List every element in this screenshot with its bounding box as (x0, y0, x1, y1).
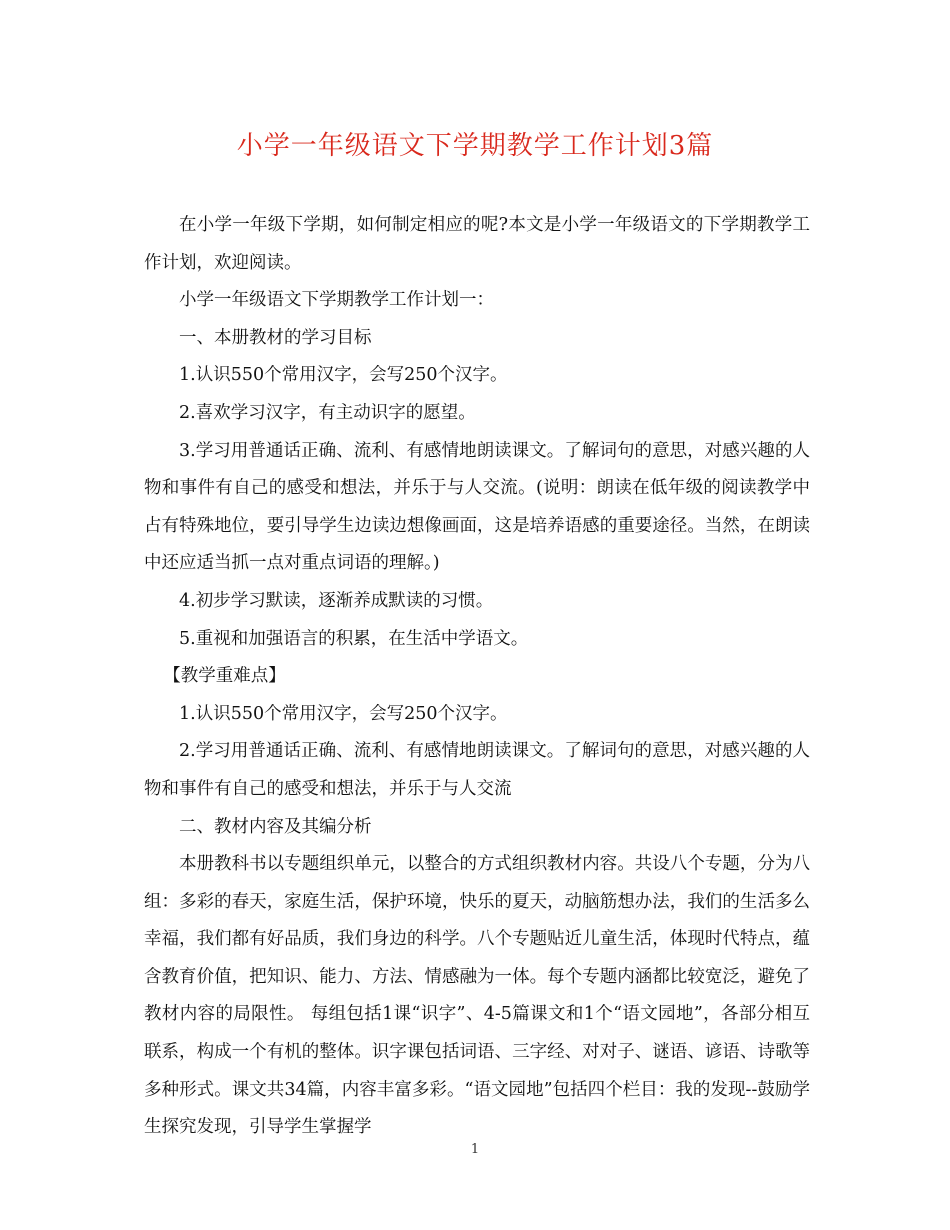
list-item-goal-5: 5.重视和加强语言的积累，在生活中学语文。 (179, 628, 529, 649)
paragraph-plan-heading: 小学一年级语文下学期教学工作计划一： (179, 290, 494, 311)
section-heading-content-analysis: 二、教材内容及其编分析 (179, 816, 372, 837)
paragraph-intro: 在小学一年级下学期，如何制定相应的呢?本文是小学一年级语文的下学期教学工作计划，欢迎阅读。 (144, 215, 810, 273)
section-heading-goals: 一、本册教材的学习目标 (179, 327, 372, 348)
list-item-goal-1: 1.认识550个常用汉字，会写250个汉字。 (179, 365, 508, 386)
paragraph-content-analysis: 本册教科书以专题组织单元，以整合的方式组织教材内容。共设八个专题，分为八组：多彩的春天，家庭生活，保护环境，快乐的夏天，动脑筋想办法，我们的生活多么幸福，我们都有好品质，我们身边的科学。八个专题贴近儿童生活，体现时代特点，蕴含教育价值，把知识、能力、方法、情感融为一体。每个专题内涵都比较宽泛，避免了教材内容的局限性。 每组包括1课“识字”、4-5篇课文和1个“语文园地”，各部分相互联系，构成一个有机的整体。识字课包括词语、三字经、对对子、谜语、谚语、诗歌等多种形式。课文共34篇，内容丰富多彩。“语文园地”包括四个栏目：我的发现--鼓励学生探究发现，引导学生掌握学 (144, 854, 810, 1138)
list-item-key-point-1: 1.认识550个常用汉字，会写250个汉字。 (179, 703, 508, 724)
list-item-goal-3: 3.学习用普通话正确、流利、有感情地朗读课文。了解词句的意思，对感兴趣的人物和事件有自己的感受和想法，并乐于与人交流。(说明：朗读在低年级的阅读教学中占有特殊地位，要引导学生边读边想像画面，这是培养语感的重要途径。当然，在朗读中还应适当抓一点对重点词语的理解。) (144, 440, 810, 574)
document-body (144, 207, 810, 1147)
page-number: 1 (470, 1142, 480, 1157)
list-item-goal-2: 2.喜欢学习汉字，有主动识字的愿望。 (179, 402, 476, 423)
document-title: 小学一年级语文下学期教学工作计划3篇 (236, 131, 714, 161)
section-heading-key-points: 【教学重难点】 (163, 666, 286, 687)
list-item-goal-4: 4.初步学习默读，逐渐养成默读的习惯。 (179, 590, 494, 611)
list-item-key-point-2: 2.学习用普通话正确、流利、有感情地朗读课文。了解词句的意思，对感兴趣的人物和事件有自己的感受和想法，并乐于与人交流 (144, 741, 810, 799)
